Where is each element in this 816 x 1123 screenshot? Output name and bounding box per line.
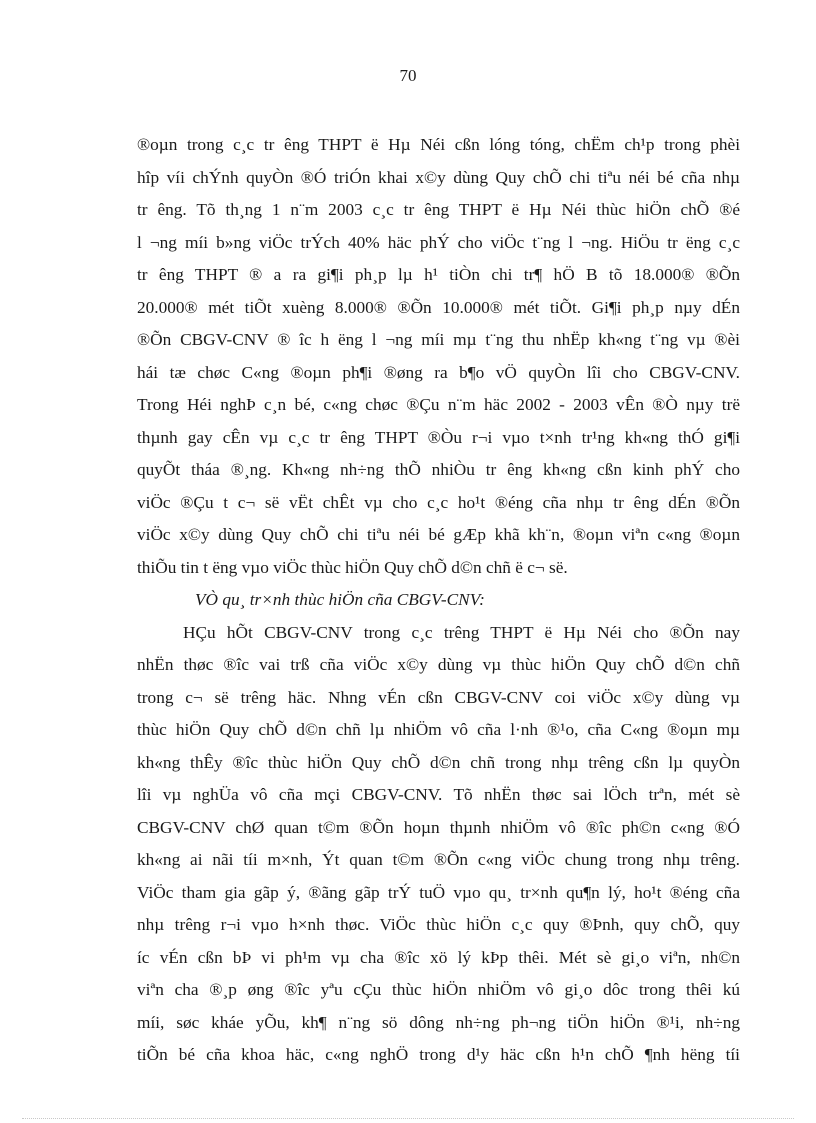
text-line: viÖc x©y dùng Quy chÕ chi tiªu néi bé gÆp khã kh¨n, ®oµn viªn c«ng ®oµn — [137, 525, 740, 544]
text-line: thiÕu tin t ëng vµo viÖc thùc hiÖn Quy chÕ d©n chñ ë c¬ së. — [137, 557, 568, 577]
text-line: quyÕt tháa ®¸ng. Kh«ng nh÷ng thÕ nhiÒu tr êng kh«ng cßn kinh phÝ cho — [137, 460, 740, 479]
text-line: ViÖc tham gia gãp ý, ®ãng gãp trÝ tuÖ vµo qu¸ tr×nh qu¶n lý, ho¹t ®éng cña — [137, 882, 740, 902]
text-line: ®Õn CBGV-CNV ® îc h ëng l ¬ng míi mµ t¨ng thu nhËp kh«ng t¨ng vµ ®èi — [137, 330, 740, 349]
text-line: tiÕn bé cña khoa häc, c«ng nghÖ trong d¹y häc cßn h¹n chÕ ¶nh hëng tíi — [137, 1045, 740, 1064]
text-line: íc vÉn cßn bÞ vi ph¹m vµ cha ®îc xö lý kÞp thêi. Mét sè gi¸o viªn, nh©n — [137, 947, 740, 967]
text-line: nhµ trêng r¬i vµo h×nh thøc. ViÖc thùc hiÖn c¸c quy ®Þnh, quy chÕ, quy — [137, 915, 740, 934]
page-number: 70 — [399, 66, 417, 85]
text-line: CBGV-CNV chØ quan t©m ®Õn hoµn thµnh nhiÖm vô ®îc ph©n c«ng ®Ó — [137, 817, 740, 837]
text-line: thùc hiÖn Quy chÕ d©n chñ lµ nhiÖm vô cña l·nh ®¹o, cña C«ng ®oµn mµ — [137, 720, 740, 739]
text-line: trong c¬ së trêng häc. Nhng vÉn cßn CBGV-CNV coi viÖc x©y dùng vµ — [137, 687, 740, 707]
text-line: hái tæ chøc C«ng ®oµn ph¶i ®øng ra b¶o vÖ quyÒn lîi cho CBGV-CNV. — [137, 362, 740, 382]
text-line: viªn cha ®¸p øng ®îc yªu cÇu thùc hiÖn nhiÖm vô gi¸o dôc trong thêi kú — [137, 980, 740, 999]
text-line: thµnh gay cÊn vµ c¸c tr êng THPT ®Òu r¬i vµo t×nh tr¹ng kh«ng thÓ gi¶i — [137, 427, 740, 447]
text-line: míi, søc kháe yÕu, kh¶ n¨ng sö dông nh÷ng ph¬ng tiÖn hiÖn ®¹i, nh÷ng — [137, 1012, 740, 1032]
page-bottom-divider — [22, 1118, 794, 1119]
paragraph-2 — [137, 617, 740, 1072]
text-line: l ¬ng míi b»ng viÖc trÝch 40% häc phÝ cho viÖc t¨ng l ¬ng. HiÖu tr ëng c¸c — [137, 232, 740, 252]
text-line: nhËn thøc ®îc vai trß cña viÖc x©y dùng vµ thùc hiÖn Quy chÕ d©n chñ — [137, 655, 740, 674]
text-line: ®oµn trong c¸c tr êng THPT ë Hµ Néi cßn lóng tóng, chËm ch¹p trong phèi — [137, 135, 740, 154]
text-line: HÇu hÕt CBGV-CNV trong c¸c trêng THPT ë Hµ Néi cho ®Õn nay — [183, 622, 740, 642]
text-line: lîi vµ nghÜa vô cña mçi CBGV-CNV. Tõ nhËn thøc sai lÖch trªn, mét sè — [137, 785, 740, 804]
paragraph-1 — [137, 129, 740, 584]
body-text — [137, 129, 740, 1072]
text-line: Trong Héi nghÞ c¸n bé, c«ng chøc ®Çu n¨m häc 2002 - 2003 vÊn ®Ò nµy trë — [137, 395, 740, 414]
text-line: tr êng THPT ® a ra gi¶i ph¸p lµ h¹ tiÒn chi tr¶ hÖ B tõ 18.000® ®Õn — [137, 265, 740, 284]
text-line: tr êng. Tõ th¸ng 1 n¨m 2003 c¸c tr êng THPT ë Hµ Néi thùc hiÖn chÕ ®é — [137, 200, 740, 219]
text-line: kh«ng thÊy ®îc thùc hiÖn Quy chÕ d©n chñ trong nhµ trêng cßn lµ quyÒn — [137, 752, 740, 772]
text-line: viÖc ®Çu t c¬ së vËt chÊt vµ cho c¸c ho¹t ®éng cña nhµ tr êng dÉn ®Õn — [137, 492, 740, 512]
text-line: kh«ng ai nãi tíi m×nh, Ýt quan t©m ®Õn c«ng viÖc chung trong nhµ trêng. — [137, 850, 740, 869]
section-heading: VÒ qu¸ tr×nh thùc hiÖn cña CBGV-CNV: — [195, 590, 485, 609]
text-line: hîp víi chÝnh quyÒn ®Ó triÓn khai x©y dùng Quy chÕ chi tiªu néi bé cña nhµ — [137, 167, 740, 187]
text-line: 20.000® mét tiÕt xuèng 8.000® ®Õn 10.000® mét tiÕt. Gi¶i ph¸p nµy dÉn — [137, 297, 740, 317]
